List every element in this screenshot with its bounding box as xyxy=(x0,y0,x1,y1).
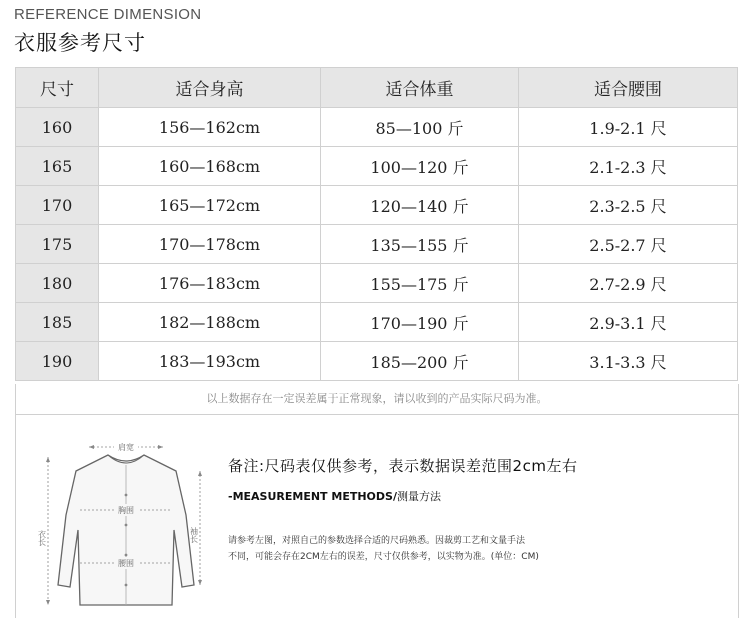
height-cell: 170—178cm xyxy=(99,225,321,264)
size-cell: 175 xyxy=(16,225,99,264)
height-cell: 156—162cm xyxy=(99,108,321,147)
height-cell: 176—183cm xyxy=(99,264,321,303)
waist-cell: 2.3-2.5 尺 xyxy=(519,186,738,225)
shoulder-width-label: 肩宽 xyxy=(118,443,134,452)
method-heading xyxy=(228,488,441,504)
method-description xyxy=(228,533,539,565)
waist-cell: 3.1-3.3 尺 xyxy=(519,342,738,381)
height-cell: 165—172cm xyxy=(99,186,321,225)
column-header-height: 适合身高 xyxy=(99,68,321,108)
size-cell: 180 xyxy=(16,264,99,303)
disclaimer-note: 以上数据存在一定误差属于正常现象，请以收到的产品实际尺码为准。 xyxy=(15,384,739,415)
weight-cell: 85—100 斤 xyxy=(321,108,519,147)
waist-cell: 2.7-2.9 尺 xyxy=(519,264,738,303)
waist-cell: 1.9-2.1 尺 xyxy=(519,108,738,147)
size-cell: 190 xyxy=(16,342,99,381)
title-english: REFERENCE DIMENSION xyxy=(14,6,202,23)
weight-cell: 185—200 斤 xyxy=(321,342,519,381)
height-cell: 183—193cm xyxy=(99,342,321,381)
chest-label: 胸围 xyxy=(118,506,134,515)
title-chinese: 衣服参考尺寸 xyxy=(14,31,146,55)
height-cell: 182—188cm xyxy=(99,303,321,342)
weight-cell: 120—140 斤 xyxy=(321,186,519,225)
table-row xyxy=(16,186,738,225)
size-cell: 185 xyxy=(16,303,99,342)
description-line: 不同，可能会存在2CM左右的误差，尺寸仅供参考，以实物为准。(单位：CM) xyxy=(228,552,539,562)
size-cell: 170 xyxy=(16,186,99,225)
measurement-section xyxy=(15,415,739,618)
waist-cell: 2.1-2.3 尺 xyxy=(519,147,738,186)
table-row xyxy=(16,303,738,342)
height-cell: 160—168cm xyxy=(99,147,321,186)
table-header-row xyxy=(16,68,738,108)
size-table xyxy=(15,67,738,381)
waist-cell: 2.9-3.1 尺 xyxy=(519,303,738,342)
column-header-waist: 适合腰围 xyxy=(519,68,738,108)
column-header-weight: 适合体重 xyxy=(321,68,519,108)
weight-cell: 155—175 斤 xyxy=(321,264,519,303)
table-row xyxy=(16,264,738,303)
sleeve-label: 袖长 xyxy=(189,527,199,543)
length-label: 衣长 xyxy=(37,530,47,546)
table-row xyxy=(16,225,738,264)
method-heading-zh: 测量方法 xyxy=(396,490,441,503)
waist-cell: 2.5-2.7 尺 xyxy=(519,225,738,264)
description-line: 请参考左图，对照自己的参数选择合适的尺码熟悉。因裁剪工艺和文量手法 xyxy=(228,536,526,546)
table-row xyxy=(16,108,738,147)
table-row xyxy=(16,147,738,186)
method-heading-en: -MEASUREMENT METHODS/ xyxy=(228,490,397,503)
waist-label: 腰围 xyxy=(118,559,134,568)
column-header-size: 尺寸 xyxy=(16,68,99,108)
weight-cell: 170—190 斤 xyxy=(321,303,519,342)
table-row xyxy=(16,342,738,381)
shirt-measurement-diagram xyxy=(36,435,206,615)
weight-cell: 135—155 斤 xyxy=(321,225,519,264)
remark-title: 备注:尺码表仅供参考，表示数据误差范围2cm左右 xyxy=(228,457,578,475)
weight-cell: 100—120 斤 xyxy=(321,147,519,186)
size-cell: 160 xyxy=(16,108,99,147)
size-cell: 165 xyxy=(16,147,99,186)
